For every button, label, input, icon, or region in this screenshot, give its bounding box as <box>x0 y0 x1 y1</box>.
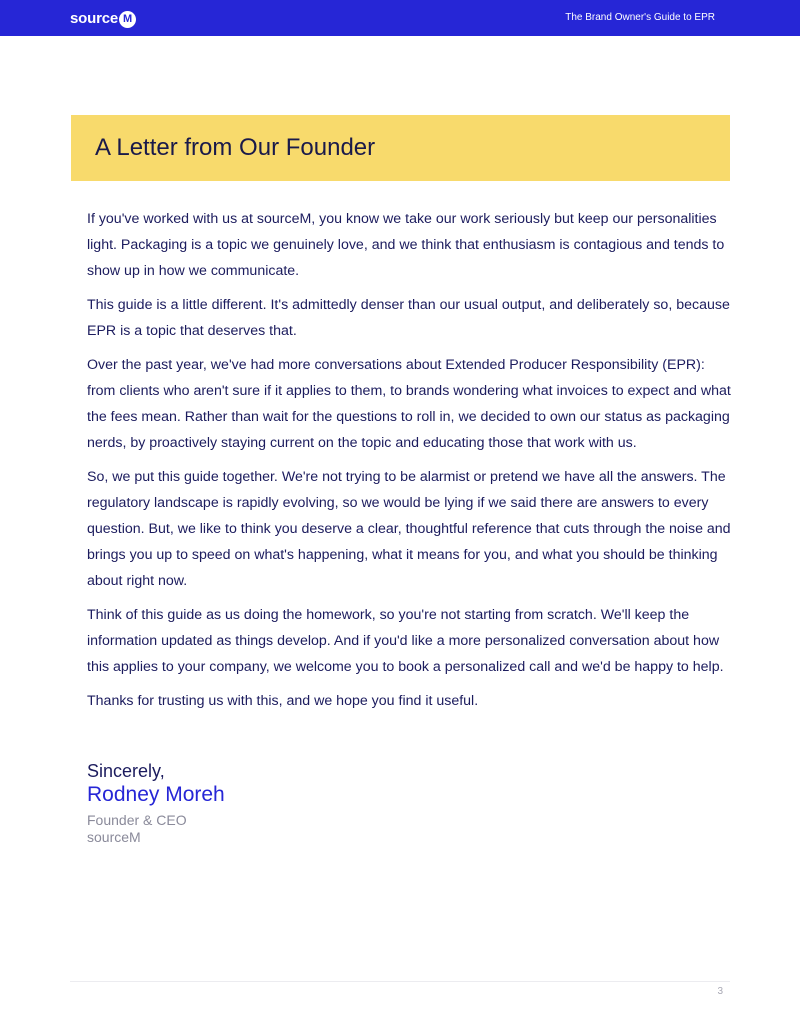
letter-paragraph: Think of this guide as us doing the homework, so you're not starting from scratch. We'll keep the information updated as things develop. And if you'd like a more personalized conversation about how this applies to your company, we welcome you to book a personalized call and we'd be happy to help. <box>87 607 724 675</box>
page-title: A Letter from Our Founder <box>95 134 376 161</box>
letter-closing: Sincerely, <box>87 761 165 781</box>
logo-m-badge-icon: M <box>119 11 136 28</box>
header-bar <box>0 0 800 36</box>
logo-wordmark: source <box>70 10 118 27</box>
section-banner <box>71 115 730 181</box>
signer-role: Founder & CEO <box>87 812 187 828</box>
letter-paragraph: If you've worked with us at sourceM, you know we take our work seriously but keep our personalities light. Packaging is a topic we genuinely love, and we think that enthusiasm is contagious and tends to show up in how we communicate. <box>87 211 725 279</box>
letter-paragraph: So, we put this guide together. We're not trying to be alarmist or pretend we have all the answers. The regulatory landscape is rapidly evolving, so we would be lying if we said there are answers to every question. But, we like to think you deserve a clear, thoughtful reference that cuts through the noise and brings you up to speed on what's happening, what it means for you, and what you should be thinking about right now. <box>87 469 731 589</box>
signer-company: sourceM <box>87 829 141 845</box>
letter-paragraph: This guide is a little different. It's admittedly denser than our usual output, and deliberately so, because EPR is a topic that deserves that. <box>87 297 730 339</box>
letter-body <box>87 206 732 722</box>
signer-name: Rodney Moreh <box>87 783 225 806</box>
page-number: 3 <box>717 986 723 997</box>
sourcem-logo[interactable] <box>70 9 136 29</box>
letter-paragraph: Over the past year, we've had more conversations about Extended Producer Responsibility (EPR): from clients who aren't sure if it applies to them, to brands wondering what invoices to expect and what the fees mean. Rather than wait for the questions to roll in, we decided to own our status as packaging nerds, by proactively staying current on the topic and educating those that work with us. <box>87 357 731 451</box>
document-title: The Brand Owner's Guide to EPR <box>565 12 715 23</box>
letter-paragraph: Thanks for trusting us with this, and we hope you find it useful. <box>87 693 479 709</box>
footer-divider <box>70 981 730 982</box>
